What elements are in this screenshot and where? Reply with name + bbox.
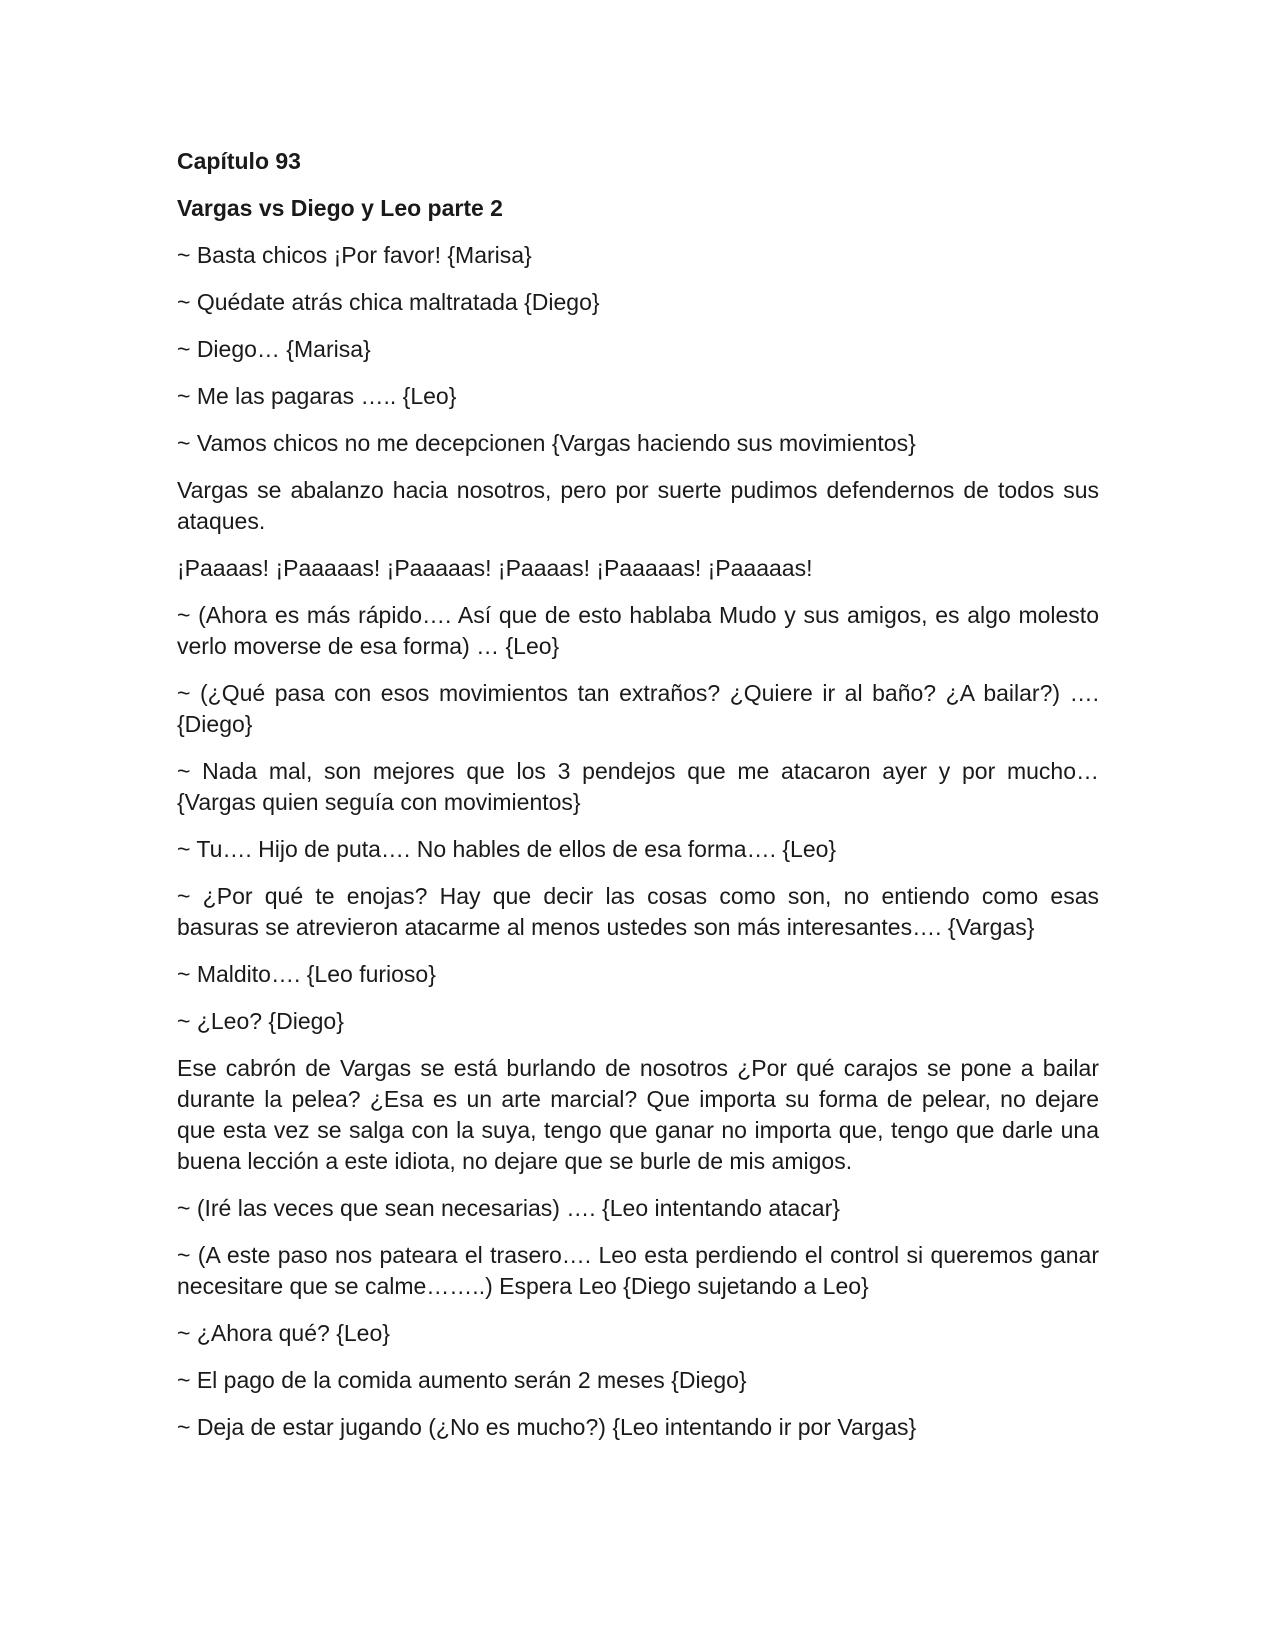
paragraph: ~ El pago de la comida aumento serán 2 meses {Diego} bbox=[177, 1367, 747, 1393]
paragraph: ~ Diego… {Marisa} bbox=[177, 336, 371, 362]
paragraph: ~ Deja de estar jugando (¿No es mucho?) {Leo intentando ir por Vargas} bbox=[177, 1414, 917, 1440]
paragraph: ~ Nada mal, son mejores que los 3 pendejos que me atacaron ayer y por mucho… {Vargas quien seguía con movimientos} bbox=[177, 758, 1099, 815]
paragraph: Ese cabrón de Vargas se está burlando de nosotros ¿Por qué carajos se pone a bailar durante la pelea? ¿Esa es un arte marcial? Que importa su forma de pelear, no dejare que esta vez se salga con la suya, tengo que ganar no importa que, tengo que darle una buena lección a este idiota, no dejare que se burle de mis amigos. bbox=[177, 1055, 1099, 1174]
paragraph: ~ Me las pagaras ….. {Leo} bbox=[177, 383, 457, 409]
chapter-subtitle: Vargas vs Diego y Leo parte 2 bbox=[177, 195, 503, 221]
paragraph: ~ Vamos chicos no me decepcionen {Vargas haciendo sus movimientos} bbox=[177, 430, 916, 456]
chapter-title: Capítulo 93 bbox=[177, 148, 301, 174]
document-page bbox=[177, 146, 1099, 1459]
paragraph: ~ ¿Por qué te enojas? Hay que decir las cosas como son, no entiendo como esas basuras se atrevieron atacarme al menos ustedes son más interesantes…. {Vargas} bbox=[177, 883, 1099, 940]
paragraph: ~ ¿Ahora qué? {Leo} bbox=[177, 1320, 390, 1346]
paragraph: ~ Tu…. Hijo de puta…. No hables de ellos de esa forma…. {Leo} bbox=[177, 836, 837, 862]
paragraph: Vargas se abalanzo hacia nosotros, pero por suerte pudimos defendernos de todos sus ataques. bbox=[177, 477, 1099, 534]
paragraph: ~ Basta chicos ¡Por favor! {Marisa} bbox=[177, 242, 532, 268]
paragraph: ~ (Iré las veces que sean necesarias) …. {Leo intentando atacar} bbox=[177, 1195, 840, 1221]
paragraph: ~ Maldito…. {Leo furioso} bbox=[177, 961, 436, 987]
paragraph: ~ (¿Qué pasa con esos movimientos tan extraños? ¿Quiere ir al baño? ¿A bailar?) …. {Diego} bbox=[177, 680, 1099, 737]
paragraph: ~ (A este paso nos pateara el trasero…. Leo esta perdiendo el control si queremos ganar necesitare que se calme……..) Espera Leo {Diego sujetando a Leo} bbox=[177, 1242, 1099, 1299]
paragraph: ~ Quédate atrás chica maltratada {Diego} bbox=[177, 289, 600, 315]
paragraph: ~ (Ahora es más rápido…. Así que de esto hablaba Mudo y sus amigos, es algo molesto verlo moverse de esa forma) … {Leo} bbox=[177, 602, 1099, 659]
paragraph: ¡Paaaas! ¡Paaaaas! ¡Paaaaas! ¡Paaaas! ¡Paaaaas! ¡Paaaaas! bbox=[177, 555, 813, 581]
paragraph: ~ ¿Leo? {Diego} bbox=[177, 1008, 344, 1034]
